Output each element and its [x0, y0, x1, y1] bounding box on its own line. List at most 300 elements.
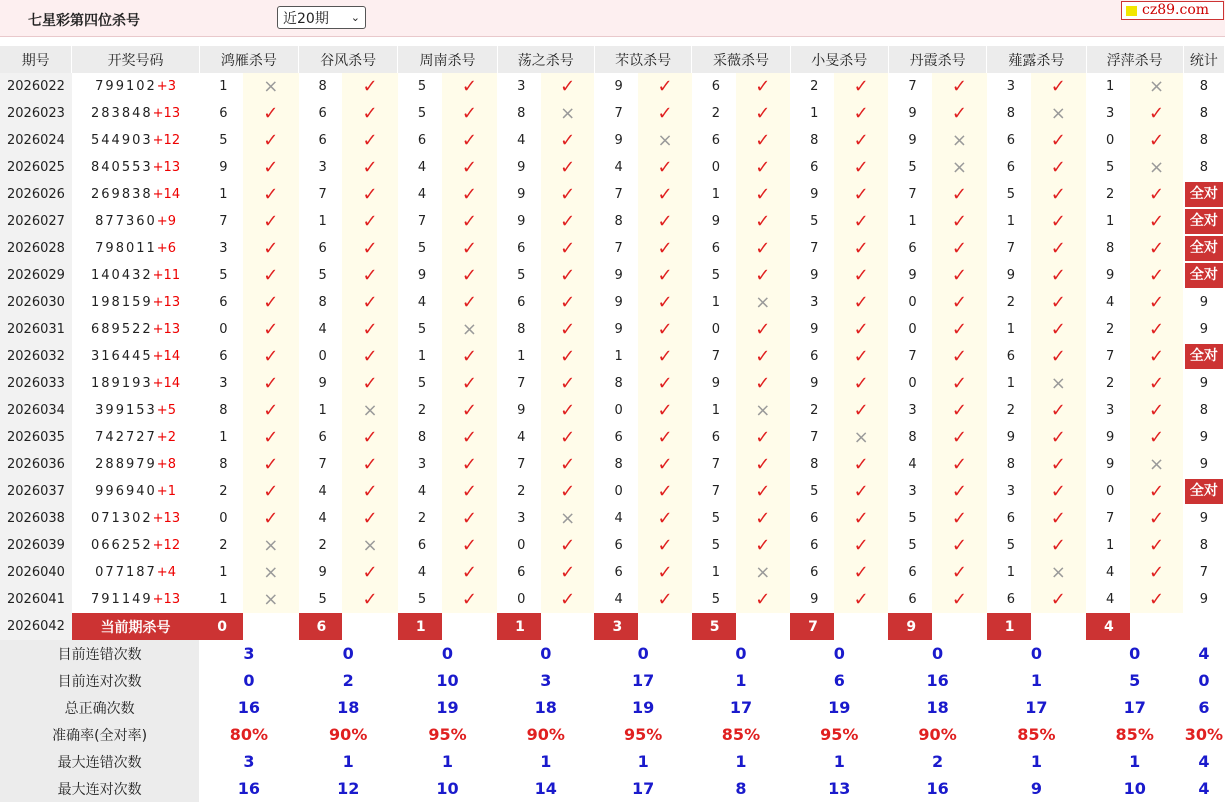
all-correct-label: 全对 [1185, 479, 1222, 504]
kill-number: 9 [790, 586, 834, 613]
kill-number: 4 [497, 127, 541, 154]
kill-number: 5 [692, 505, 736, 532]
check-icon: ✓ [638, 343, 692, 370]
kill-number: 4 [398, 181, 442, 208]
check-icon: ✓ [541, 73, 595, 100]
check-icon: ✓ [638, 289, 692, 316]
issue-cell: 2026027 [0, 208, 72, 235]
summary-value: 1 [987, 748, 1086, 775]
kill-number: 5 [199, 262, 243, 289]
stat-cell: 9 [1183, 586, 1224, 613]
site-logo[interactable] [1121, 1, 1224, 20]
check-icon: ✓ [834, 154, 889, 181]
check-icon: ✓ [243, 370, 299, 397]
kill-number: 1 [199, 586, 243, 613]
kill-number: 1 [692, 559, 736, 586]
kill-number: 6 [497, 235, 541, 262]
current-kill-label: 当前期杀号 [72, 613, 199, 640]
draw-special: +5 [156, 403, 176, 418]
check-icon: ✓ [541, 235, 595, 262]
all-correct-label: 全对 [1185, 182, 1222, 207]
summary-row [0, 694, 1225, 721]
kill-number: 4 [299, 316, 343, 343]
table-row [0, 559, 1225, 586]
check-icon: ✓ [442, 559, 498, 586]
kill-number: 0 [888, 289, 932, 316]
kill-number: 4 [594, 505, 638, 532]
check-icon: ✓ [342, 73, 398, 100]
draw-special: +13 [152, 592, 181, 607]
draw-special: +14 [152, 349, 181, 364]
check-icon: ✓ [1031, 451, 1087, 478]
logo-square-icon [1126, 6, 1137, 16]
current-kill-spacer [1130, 613, 1184, 640]
check-icon: ✓ [1130, 208, 1184, 235]
check-icon: ✓ [1031, 73, 1087, 100]
page-title: 七星彩第四位杀号 [28, 13, 140, 29]
kill-number: 4 [497, 424, 541, 451]
kill-number: 1 [1086, 208, 1130, 235]
cross-icon: × [342, 397, 398, 424]
kill-number: 1 [199, 424, 243, 451]
kill-number: 3 [1086, 397, 1130, 424]
summary-label: 最大连错次数 [0, 748, 199, 775]
cross-icon: × [736, 289, 791, 316]
kill-number: 5 [199, 127, 243, 154]
cross-icon: × [1130, 154, 1184, 181]
check-icon: ✓ [638, 586, 692, 613]
summary-label: 目前连对次数 [0, 667, 199, 694]
summary-value: 9 [987, 775, 1086, 802]
kill-number: 7 [692, 451, 736, 478]
kill-number: 4 [1086, 289, 1130, 316]
kill-number: 6 [199, 343, 243, 370]
kill-number: 0 [199, 316, 243, 343]
current-kill-number: 4 [1086, 613, 1130, 640]
check-icon: ✓ [442, 478, 498, 505]
check-icon: ✓ [736, 154, 791, 181]
table-row [0, 478, 1225, 505]
stat-cell: 9 [1183, 424, 1224, 451]
current-kill-spacer [1031, 613, 1087, 640]
table-row [0, 100, 1225, 127]
draw-digits: 071302 [91, 511, 153, 526]
kill-number: 1 [299, 397, 343, 424]
check-icon: ✓ [834, 559, 889, 586]
kill-number: 2 [692, 100, 736, 127]
kill-number: 7 [594, 100, 638, 127]
summary-value: 10 [1086, 775, 1183, 802]
draw-digits: 288979 [95, 457, 157, 472]
check-icon: ✓ [834, 262, 889, 289]
kill-number: 1 [790, 100, 834, 127]
kill-number: 6 [299, 424, 343, 451]
table-row [0, 451, 1225, 478]
cross-icon: × [932, 154, 987, 181]
check-icon: ✓ [834, 316, 889, 343]
draw-number-cell [72, 586, 199, 613]
check-icon: ✓ [342, 181, 398, 208]
check-icon: ✓ [638, 181, 692, 208]
kill-number: 9 [1086, 451, 1130, 478]
kill-number: 9 [692, 208, 736, 235]
kill-number: 7 [790, 424, 834, 451]
summary-value: 0 [1086, 640, 1183, 667]
check-icon: ✓ [736, 208, 791, 235]
check-icon: ✓ [342, 586, 398, 613]
stat-cell: 8 [1183, 73, 1224, 100]
summary-stat: 6 [1183, 694, 1224, 721]
check-icon: ✓ [342, 154, 398, 181]
kill-number: 4 [299, 478, 343, 505]
kill-number: 6 [987, 505, 1031, 532]
kill-number: 9 [790, 316, 834, 343]
kill-number: 5 [1086, 154, 1130, 181]
check-icon: ✓ [932, 397, 987, 424]
column-header-expert: 浮萍杀号 [1086, 46, 1183, 73]
kill-number: 2 [790, 397, 834, 424]
check-icon: ✓ [638, 73, 692, 100]
check-icon: ✓ [1031, 316, 1087, 343]
kill-number: 7 [692, 343, 736, 370]
kill-number: 5 [398, 316, 442, 343]
summary-value: 19 [594, 694, 691, 721]
kill-number: 5 [398, 235, 442, 262]
kill-number: 8 [299, 289, 343, 316]
summary-label: 总正确次数 [0, 694, 199, 721]
check-icon: ✓ [1130, 343, 1184, 370]
site-logo-text: cz89.com [1142, 2, 1210, 18]
kill-number: 7 [888, 343, 932, 370]
kill-number: 1 [497, 343, 541, 370]
summary-value: 19 [790, 694, 888, 721]
check-icon: ✓ [932, 559, 987, 586]
draw-digits: 840553 [91, 160, 153, 175]
check-icon: ✓ [442, 397, 498, 424]
check-icon: ✓ [1031, 289, 1087, 316]
kill-number: 0 [1086, 127, 1130, 154]
draw-special: +6 [156, 241, 176, 256]
draw-special: +13 [152, 511, 181, 526]
stat-cell: 7 [1183, 559, 1224, 586]
check-icon: ✓ [442, 370, 498, 397]
check-icon: ✓ [932, 532, 987, 559]
check-icon: ✓ [1031, 343, 1087, 370]
check-icon: ✓ [442, 343, 498, 370]
kill-number: 4 [398, 478, 442, 505]
cross-icon: × [1130, 451, 1184, 478]
kill-number: 8 [594, 208, 638, 235]
current-kill-spacer [736, 613, 791, 640]
summary-value: 0 [299, 640, 398, 667]
draw-number-cell [72, 73, 199, 100]
draw-number-cell [72, 397, 199, 424]
kill-number: 9 [888, 127, 932, 154]
check-icon: ✓ [834, 505, 889, 532]
stat-cell: 8 [1183, 397, 1224, 424]
summary-value: 16 [199, 694, 298, 721]
draw-special: +12 [152, 133, 181, 148]
check-icon: ✓ [932, 262, 987, 289]
kill-number: 3 [888, 397, 932, 424]
kill-number: 6 [987, 154, 1031, 181]
kill-number: 6 [987, 127, 1031, 154]
current-kill-number: 5 [692, 613, 736, 640]
check-icon: ✓ [541, 262, 595, 289]
column-header-stat: 统计 [1183, 46, 1224, 73]
kill-number: 3 [398, 451, 442, 478]
current-kill-spacer [834, 613, 889, 640]
stat-cell: 9 [1183, 370, 1224, 397]
summary-value: 17 [594, 667, 691, 694]
kill-number: 5 [398, 73, 442, 100]
kill-number: 5 [790, 208, 834, 235]
kill-number: 7 [497, 451, 541, 478]
kill-number: 0 [888, 370, 932, 397]
cross-icon: × [1031, 559, 1087, 586]
kill-number: 6 [790, 559, 834, 586]
check-icon: ✓ [932, 289, 987, 316]
kill-number: 9 [594, 316, 638, 343]
check-icon: ✓ [243, 154, 299, 181]
check-icon: ✓ [638, 505, 692, 532]
kill-number: 8 [1086, 235, 1130, 262]
draw-digits: 066252 [91, 538, 153, 553]
check-icon: ✓ [638, 370, 692, 397]
check-icon: ✓ [1130, 505, 1184, 532]
check-icon: ✓ [541, 316, 595, 343]
kill-number: 2 [1086, 370, 1130, 397]
current-kill-spacer [541, 613, 595, 640]
kill-number: 9 [987, 262, 1031, 289]
summary-value: 16 [888, 775, 986, 802]
issue-cell: 2026024 [0, 127, 72, 154]
kill-number: 5 [888, 532, 932, 559]
summary-label: 准确率(全对率) [0, 721, 199, 748]
kill-number: 2 [199, 478, 243, 505]
kill-number: 9 [199, 154, 243, 181]
kill-number: 1 [987, 370, 1031, 397]
check-icon: ✓ [541, 478, 595, 505]
check-icon: ✓ [638, 154, 692, 181]
kill-number: 9 [497, 154, 541, 181]
check-icon: ✓ [736, 343, 791, 370]
summary-value: 90% [888, 721, 986, 748]
summary-value: 3 [199, 640, 298, 667]
header-bar [0, 0, 1225, 37]
kill-number: 5 [888, 154, 932, 181]
check-icon: ✓ [736, 181, 791, 208]
draw-digits: 269838 [91, 187, 153, 202]
issue-cell: 2026040 [0, 559, 72, 586]
kill-number: 1 [692, 397, 736, 424]
all-correct-badge [1183, 235, 1224, 262]
check-icon: ✓ [442, 235, 498, 262]
chevron-down-icon: ⌄ [350, 11, 360, 24]
current-kill-number: 1 [497, 613, 541, 640]
cross-icon: × [932, 127, 987, 154]
kill-number: 2 [199, 532, 243, 559]
table-header-row [0, 46, 1225, 73]
kill-number: 6 [199, 100, 243, 127]
kill-number: 3 [888, 478, 932, 505]
check-icon: ✓ [243, 451, 299, 478]
kill-number: 1 [199, 559, 243, 586]
check-icon: ✓ [442, 181, 498, 208]
kill-number: 5 [692, 532, 736, 559]
check-icon: ✓ [541, 370, 595, 397]
check-icon: ✓ [442, 532, 498, 559]
kill-number: 5 [497, 262, 541, 289]
check-icon: ✓ [442, 262, 498, 289]
draw-digits: 316445 [91, 349, 153, 364]
current-kill-spacer [243, 613, 299, 640]
stat-cell: 9 [1183, 505, 1224, 532]
kill-number: 2 [398, 397, 442, 424]
column-header-expert: 采薇杀号 [692, 46, 790, 73]
cross-icon: × [1031, 370, 1087, 397]
kill-number: 9 [1086, 424, 1130, 451]
check-icon: ✓ [342, 262, 398, 289]
kill-number: 8 [594, 370, 638, 397]
check-icon: ✓ [1130, 289, 1184, 316]
cross-icon: × [736, 397, 791, 424]
table-row [0, 505, 1225, 532]
draw-number-cell [72, 451, 199, 478]
check-icon: ✓ [1130, 478, 1184, 505]
cross-icon: × [243, 586, 299, 613]
cross-icon: × [1031, 100, 1087, 127]
kill-number: 4 [398, 154, 442, 181]
summary-value: 2 [888, 748, 986, 775]
draw-number-cell [72, 208, 199, 235]
summary-value: 1 [1086, 748, 1183, 775]
issue-cell: 2026032 [0, 343, 72, 370]
draw-digits: 877360 [95, 214, 157, 229]
draw-number-cell [72, 370, 199, 397]
summary-value: 1 [692, 667, 790, 694]
check-icon: ✓ [736, 235, 791, 262]
kill-number: 9 [497, 181, 541, 208]
kill-number: 7 [594, 181, 638, 208]
check-icon: ✓ [541, 424, 595, 451]
kill-number: 5 [987, 532, 1031, 559]
summary-value: 1 [594, 748, 691, 775]
check-icon: ✓ [736, 316, 791, 343]
issue-cell: 2026030 [0, 289, 72, 316]
kill-number: 6 [790, 505, 834, 532]
summary-value: 85% [1086, 721, 1183, 748]
check-icon: ✓ [932, 73, 987, 100]
check-icon: ✓ [1130, 424, 1184, 451]
draw-number-cell [72, 289, 199, 316]
kill-number: 6 [299, 127, 343, 154]
kill-number: 6 [299, 100, 343, 127]
kill-number: 8 [790, 451, 834, 478]
kill-number: 5 [299, 262, 343, 289]
check-icon: ✓ [932, 505, 987, 532]
draw-number-cell [72, 478, 199, 505]
check-icon: ✓ [442, 208, 498, 235]
check-icon: ✓ [243, 262, 299, 289]
kill-number: 3 [199, 235, 243, 262]
cross-icon: × [736, 559, 791, 586]
kill-number: 9 [790, 262, 834, 289]
check-icon: ✓ [736, 451, 791, 478]
summary-value: 3 [497, 667, 594, 694]
kill-number: 3 [790, 289, 834, 316]
summary-value: 17 [692, 694, 790, 721]
summary-value: 16 [199, 775, 298, 802]
current-period-row [0, 613, 1225, 640]
check-icon: ✓ [541, 289, 595, 316]
check-icon: ✓ [638, 451, 692, 478]
summary-value: 0 [497, 640, 594, 667]
cross-icon: × [638, 127, 692, 154]
check-icon: ✓ [638, 559, 692, 586]
cross-icon: × [541, 100, 595, 127]
check-icon: ✓ [243, 235, 299, 262]
kill-number: 2 [790, 73, 834, 100]
issue-cell: 2026025 [0, 154, 72, 181]
kill-number: 6 [987, 343, 1031, 370]
kill-number: 6 [594, 559, 638, 586]
check-icon: ✓ [736, 262, 791, 289]
table-row [0, 181, 1225, 208]
draw-number-cell [72, 505, 199, 532]
check-icon: ✓ [541, 127, 595, 154]
draw-number-cell [72, 100, 199, 127]
summary-value: 17 [594, 775, 691, 802]
draw-number-cell [72, 343, 199, 370]
kill-number: 5 [987, 181, 1031, 208]
check-icon: ✓ [834, 343, 889, 370]
check-icon: ✓ [1130, 181, 1184, 208]
draw-digits: 799102 [95, 79, 157, 94]
check-icon: ✓ [932, 208, 987, 235]
check-icon: ✓ [834, 586, 889, 613]
all-correct-badge [1183, 478, 1224, 505]
summary-stat: 4 [1183, 748, 1224, 775]
summary-value: 1 [497, 748, 594, 775]
draw-number-cell [72, 532, 199, 559]
check-icon: ✓ [932, 100, 987, 127]
table-row [0, 316, 1225, 343]
check-icon: ✓ [342, 343, 398, 370]
summary-row [0, 775, 1225, 802]
draw-digits: 283848 [91, 106, 153, 121]
table-row [0, 424, 1225, 451]
table-row [0, 532, 1225, 559]
kill-number: 6 [594, 424, 638, 451]
period-select[interactable] [277, 6, 366, 29]
summary-value: 1 [299, 748, 398, 775]
summary-value: 19 [398, 694, 497, 721]
summary-row [0, 667, 1225, 694]
current-kill-spacer [442, 613, 498, 640]
kill-number: 8 [987, 451, 1031, 478]
check-icon: ✓ [932, 181, 987, 208]
all-correct-label: 全对 [1185, 209, 1222, 234]
current-kill-number: 6 [299, 613, 343, 640]
kill-number: 0 [888, 316, 932, 343]
kill-number: 7 [790, 235, 834, 262]
kill-number: 7 [497, 370, 541, 397]
check-icon: ✓ [1130, 532, 1184, 559]
check-icon: ✓ [541, 586, 595, 613]
kill-number: 5 [888, 505, 932, 532]
kill-number: 0 [594, 397, 638, 424]
